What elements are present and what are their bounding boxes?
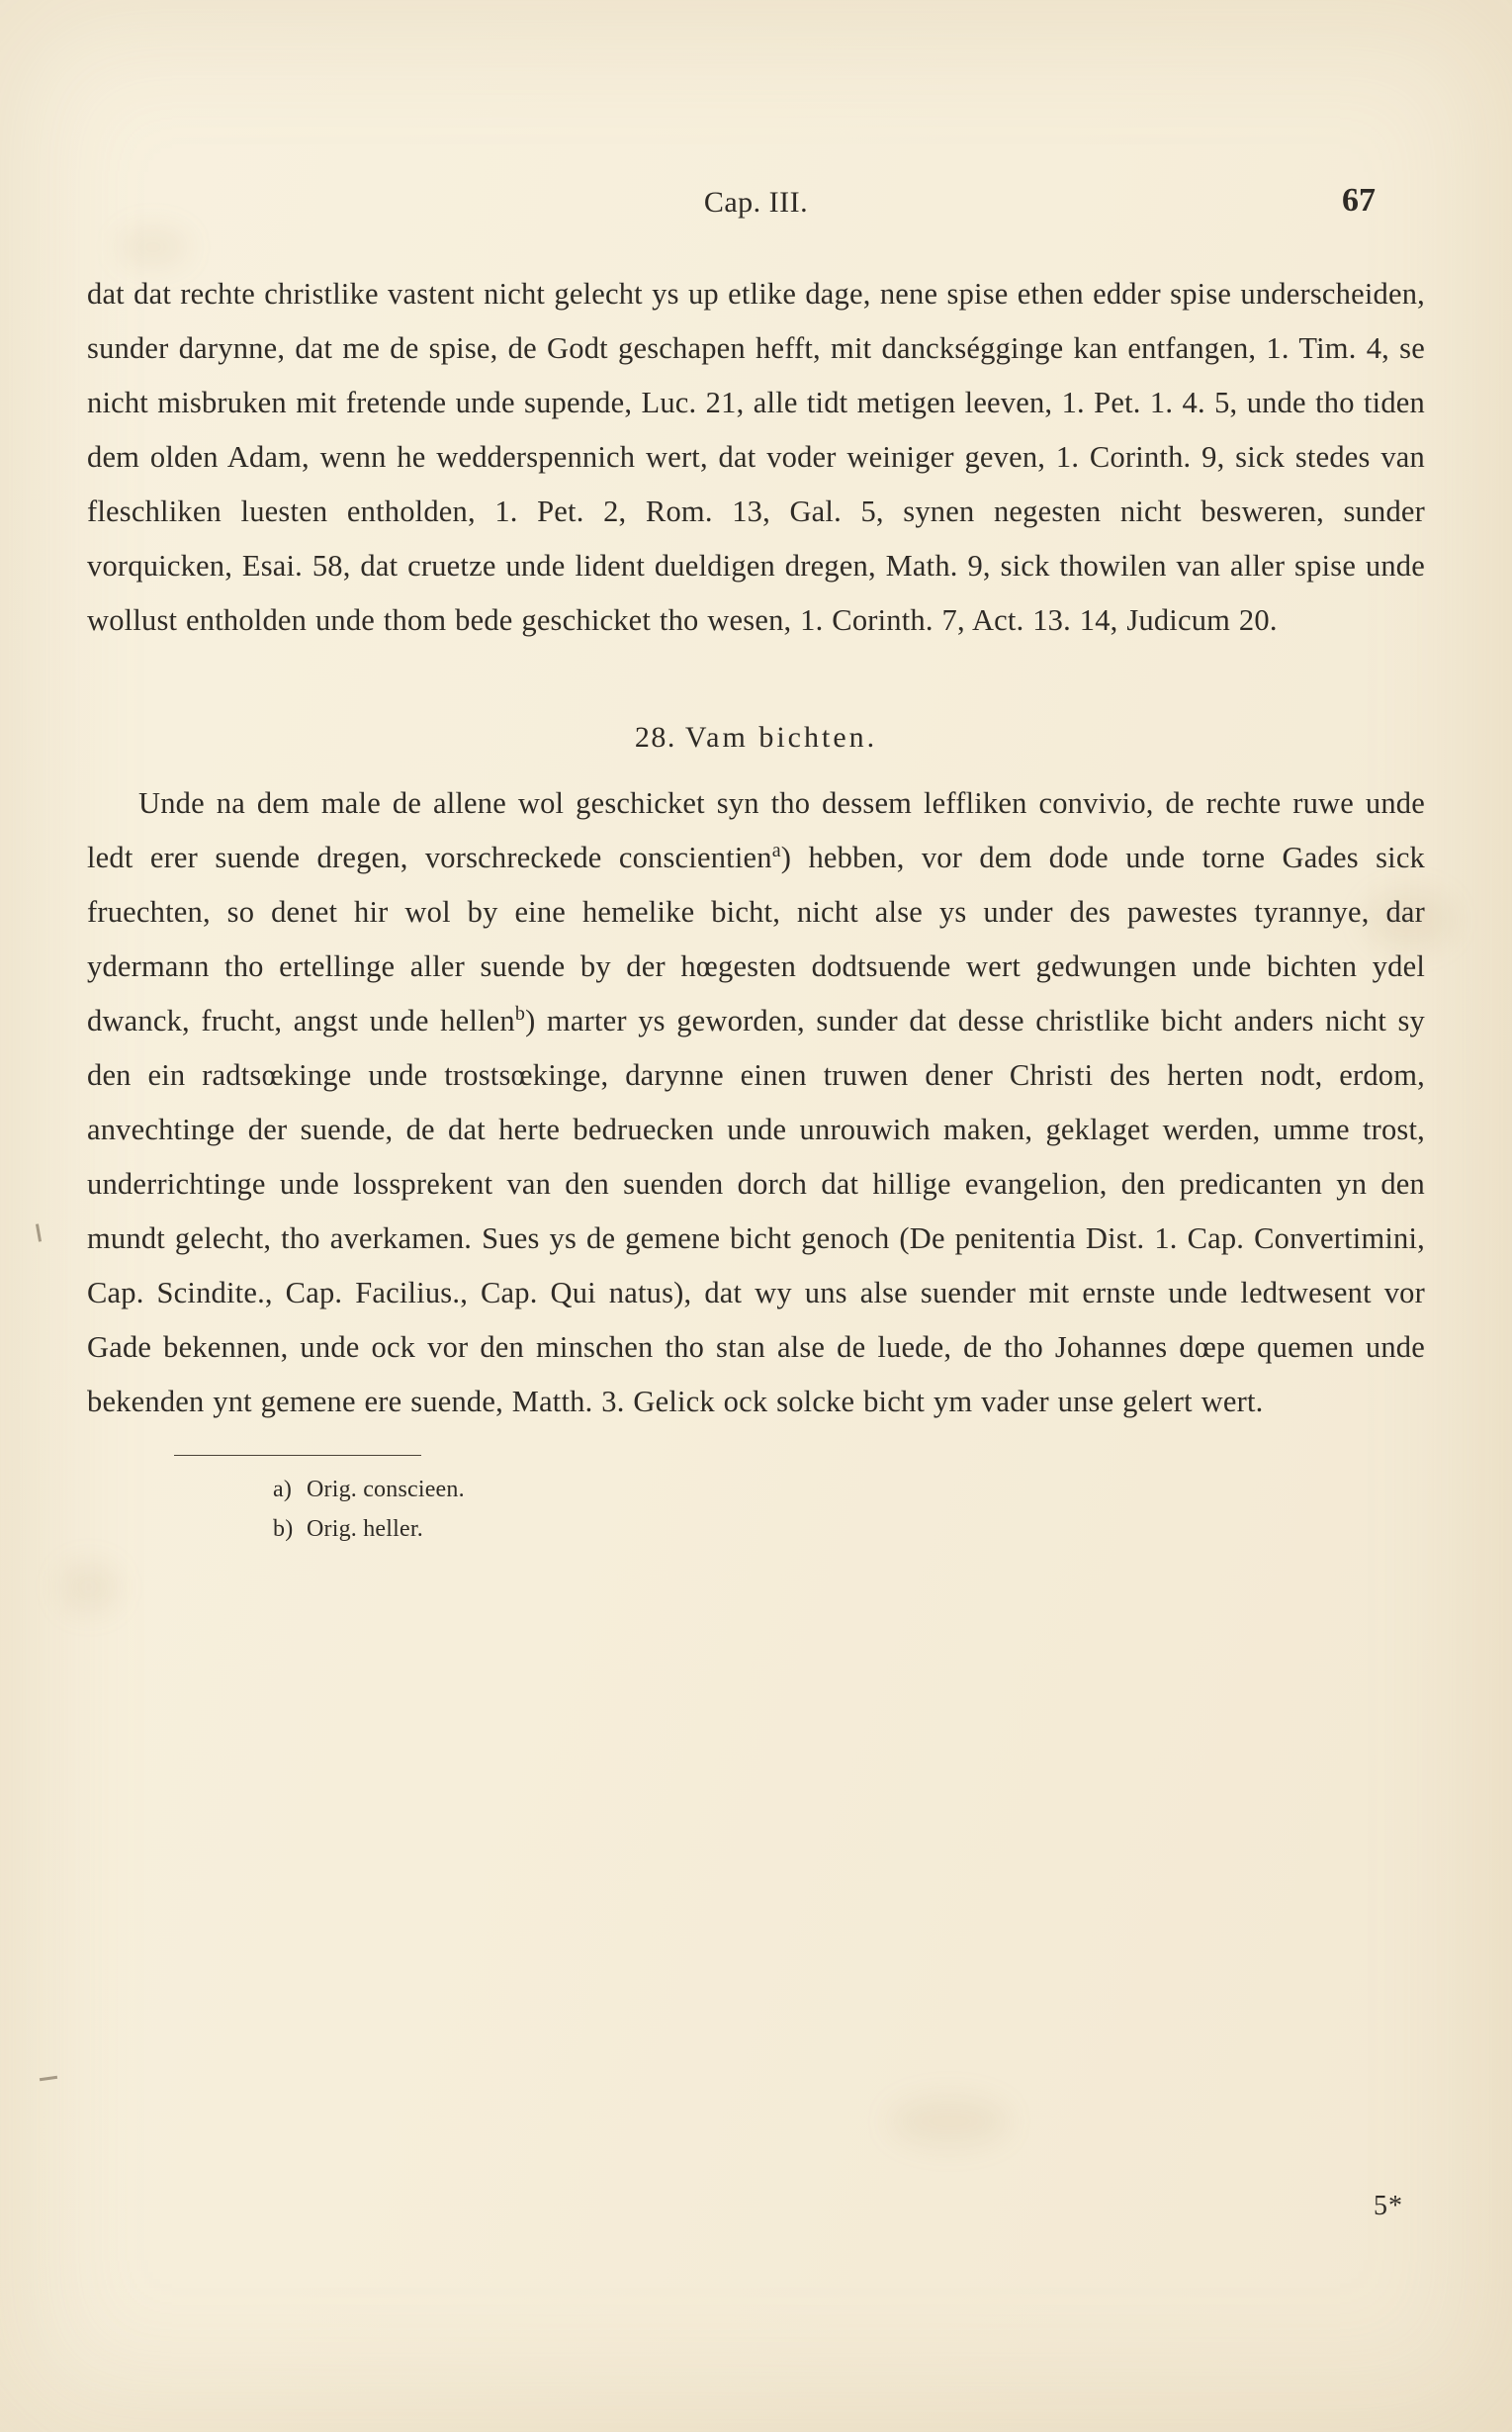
footnote-item: [273, 1470, 1425, 1509]
footnote-separator: [174, 1455, 421, 1456]
footnote-ref-b[interactable]: b: [514, 1002, 526, 1025]
footnote-list: [273, 1470, 1425, 1549]
footnote-marker-b: b): [273, 1516, 294, 1542]
section-body-part-1: Unde na dem male de allene wol geschicket syn tho dessem leffliken convivio, de rechte ruwe unde ledt erer suende dregen, vorschreckede conscientien: [87, 786, 1425, 874]
sheet-signature: 5*: [1374, 2191, 1403, 2221]
page-number: 67: [1342, 182, 1376, 219]
footnote-marker-a: a): [273, 1477, 293, 1502]
footnote-text-a: Orig. conscieen.: [307, 1477, 465, 1502]
section-heading: [87, 721, 1425, 755]
footnote-ref-a[interactable]: a: [771, 839, 781, 861]
paper-blotch: [890, 2097, 1009, 2146]
paper-blotch: [59, 1563, 119, 1612]
section-number: 28.: [634, 721, 676, 754]
page-content: [87, 0, 1425, 1549]
section-body-part-3: ) marter ys geworden, sunder dat desse christlike bicht anders nicht sy den ein radtsœkinge unde trostsœkinge, darynne einen truwen dener Christi des herten nodt, erdom, anvechtinge der suende, de dat herte bedruecken unde unrouwich maken, geklaget werden, umme trost, underrichtinge unde lossprekent van den suenden dorch dat hillige evangelion, den predicanten yn den mundt gelecht, tho averkamen. Sues ys de gemene bicht genoch (De penitentia Dist. 1. Cap. Convertimini, Cap. Scindite., Cap. Facilius., Cap. Qui natus), dat wy uns alse suender mit ernste unde ledtwesent vor Gade bekennen, unde ock vor den minschen tho stan alse de luede, de tho Johannes dœpe quemen unde bekenden ynt gemene ere suende, Matth. 3. Gelick ock solcke bicht ym vader unse gelert wert.: [87, 1004, 1425, 1418]
margin-tick-mark: [40, 2076, 57, 2081]
section-body-part-2: ) hebben, vor dem dode unde torne Gades sick fruechten, so denet hir wol by eine hemelike bicht, nicht alse ys under des pawestes tyrannye, dar ydermann tho ertellinge aller suende by der hœgesten dodtsuende wert gedwungen unde bichten ydel dwanck, frucht, angst unde hellen: [87, 841, 1426, 1037]
section-title: Vam bichten.: [684, 721, 878, 754]
margin-tick-mark: [36, 1223, 42, 1241]
section-body: [87, 776, 1425, 1429]
running-head: Cap. III.: [703, 186, 809, 219]
footnote-item: [273, 1509, 1425, 1549]
footnote-text-b: Orig. heller.: [307, 1516, 423, 1542]
page-header: [87, 182, 1425, 245]
paragraph-continued: dat dat rechte christlike vastent nicht gelecht ys up etlike dage, nene spise ethen edder spise underscheiden, sunder darynne, dat me de spise, de Godt geschapen hefft, mit danckségginge kan entfangen, 1. Tim. 4, se nicht misbruken mit fretende unde supende, Luc. 21, alle tidt metigen leeven, 1. Pet. 1. 4. 5, unde tho tiden dem olden Adam, wenn he wedderspennich wert, dat voder weiniger geven, 1. Corinth. 9, sick stedes van fleschliken luesten entholden, 1. Pet. 2, Rom. 13, Gal. 5, synen negesten nicht besweren, sunder vorquicken, Esai. 58, dat cruetze unde lident dueldigen dregen, Math. 9, sick thowilen van aller spise unde wollust entholden unde thom bede geschicket tho wesen, 1. Corinth. 7, Act. 13. 14, Judicum 20.: [87, 277, 1425, 637]
